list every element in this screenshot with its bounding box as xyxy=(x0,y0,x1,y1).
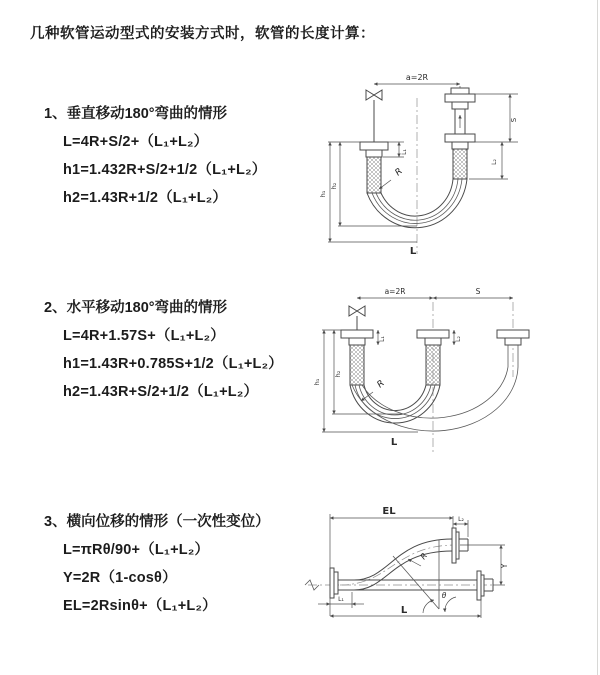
diagram-vertical-180 xyxy=(312,68,544,260)
dim-label-L2: L₂ xyxy=(458,516,464,523)
formula-h1: h1=1.432R+S/2+1/2（L₁+L₂） xyxy=(63,162,267,178)
formula-h2: h2=1.43R+1/2（L₁+L₂） xyxy=(63,190,228,206)
dim-label-a2r: a=2R xyxy=(405,73,429,82)
dim-label-L: L xyxy=(390,437,398,448)
formula-Y: Y=2R（1-cosθ） xyxy=(63,570,177,586)
dimension-fitting-right xyxy=(469,142,508,179)
dim-label-L: L xyxy=(400,605,408,616)
dim-label-Y: Y xyxy=(500,563,509,569)
valve-icon xyxy=(349,306,365,330)
left-pipe-flange xyxy=(341,330,373,385)
dim-label-h1: h₁ xyxy=(319,190,327,198)
braided-hose-end xyxy=(426,345,440,385)
section-horizontal-180 xyxy=(44,294,283,406)
dimension-fitting-left xyxy=(318,592,364,608)
dim-label-a2r: a=2R xyxy=(384,287,406,296)
dim-label-R: R xyxy=(418,551,430,562)
section-3-heading: 3、横向位移的情形（一次性变位） xyxy=(44,514,270,530)
section-1-heading: 1、垂直移动180°弯曲的情形 xyxy=(44,106,228,122)
scan-edge-line xyxy=(597,0,598,675)
dim-label-L1: L₁ xyxy=(379,336,386,342)
dim-label-L: L xyxy=(409,246,417,257)
dim-label-L1: L₁ xyxy=(338,596,344,603)
page-title: 几种软管运动型式的安装方式时，软管的长度计算： xyxy=(30,26,375,42)
dimension-travel-S xyxy=(433,287,513,298)
formula-L: L=πRθ/90+（L₁+L₂） xyxy=(63,542,210,558)
bend-radius-callout xyxy=(379,167,405,189)
bend-radius-callout xyxy=(408,551,429,566)
upper-right-flange xyxy=(452,528,468,563)
section-lateral-displacement xyxy=(44,508,270,620)
braided-hose-end xyxy=(350,345,364,385)
hose-u-bend-solid xyxy=(350,385,440,423)
valve-icon xyxy=(366,90,382,142)
dim-label-L2: L₂ xyxy=(491,159,498,165)
formula-L: L=4R+1.57S+（L₁+L₂） xyxy=(63,328,225,344)
dim-label-h2: h₂ xyxy=(334,370,342,378)
dim-label-L1: L₁ xyxy=(401,149,408,155)
dimension-travel-S xyxy=(475,94,518,142)
dimension-fitting-middle xyxy=(454,330,462,345)
dimension-top-width xyxy=(357,287,433,298)
middle-pipe-flange xyxy=(417,330,449,385)
formula-L: L=4R+S/2+（L₁+L₂） xyxy=(63,134,209,150)
dim-label-S: S xyxy=(510,117,518,123)
section-2-heading: 2、水平移动180°弯曲的情形 xyxy=(44,300,228,316)
dim-label-h1: h₁ xyxy=(313,378,321,386)
dim-label-L2: L₂ xyxy=(455,336,462,342)
right-pipe-flange xyxy=(445,88,475,179)
dim-label-EL: EL xyxy=(382,506,396,517)
dimension-top-width xyxy=(374,73,460,94)
left-flange xyxy=(330,568,338,598)
dim-label-R: R xyxy=(375,378,387,391)
dim-label-R: R xyxy=(393,166,405,179)
diagram-lateral-displacement xyxy=(296,492,596,642)
lower-right-flange xyxy=(477,571,493,600)
formula-EL: EL=2Rsinθ+（L₁+L₂） xyxy=(63,598,217,614)
formula-h1: h1=1.43R+0.785S+1/2（L₁+L₂） xyxy=(63,356,283,372)
dim-label-h2: h₂ xyxy=(330,182,338,190)
dimension-fitting-left xyxy=(378,330,386,345)
section-vertical-180 xyxy=(44,100,266,212)
braided-hose-end xyxy=(367,157,381,193)
centerlines xyxy=(433,302,513,454)
diagram-horizontal-180 xyxy=(310,282,582,462)
formula-h2: h2=1.43R+S/2+1/2（L₁+L₂） xyxy=(63,384,259,400)
dim-label-theta: θ xyxy=(441,591,447,600)
braided-hose-end xyxy=(453,149,467,179)
bend-radius-callout xyxy=(361,379,387,401)
dimension-EL xyxy=(330,506,453,616)
dim-label-S: S xyxy=(475,287,481,296)
dimension-length-L xyxy=(330,600,481,618)
